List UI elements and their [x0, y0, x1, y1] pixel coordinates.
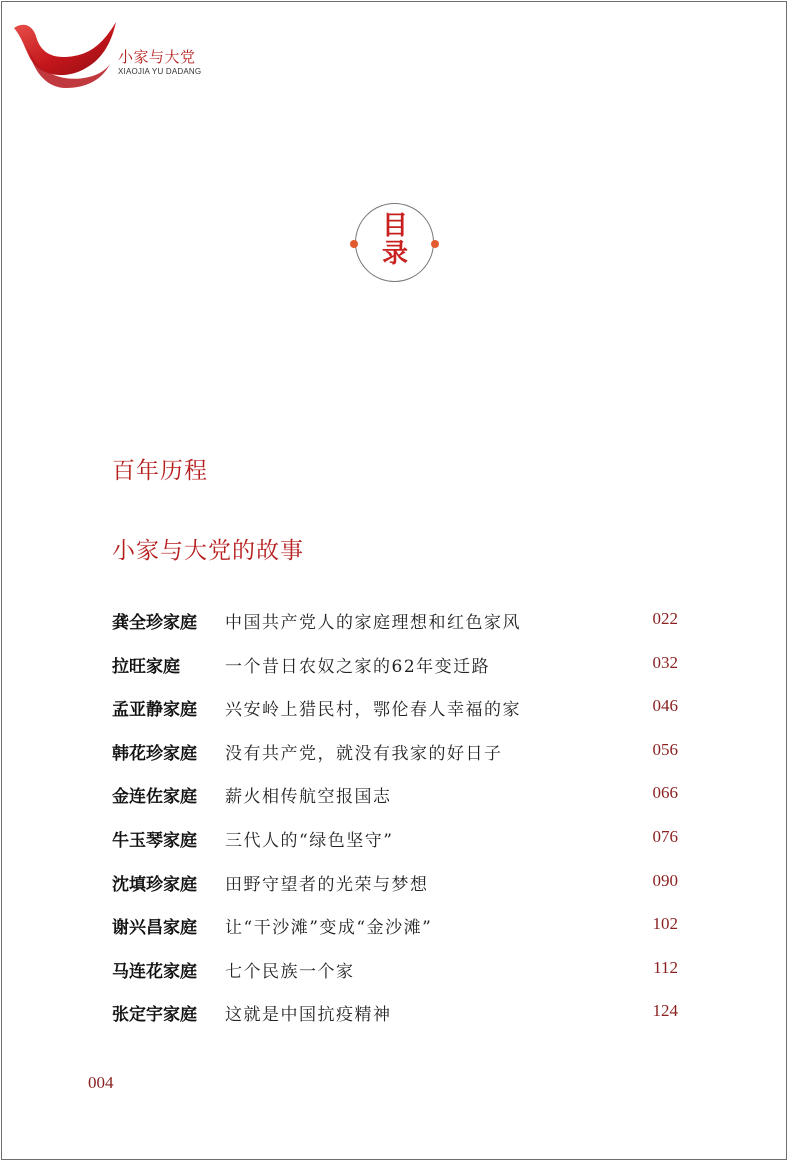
- contents-badge: [347, 200, 443, 286]
- toc-family: 韩花珍家庭: [112, 743, 197, 764]
- logo-title: 小家与大党: [118, 48, 196, 66]
- toc-family: 孟亚静家庭: [112, 700, 197, 721]
- toc-row[interactable]: [112, 608, 678, 652]
- logo-subtitle: XIAOJIA YU DADANG: [118, 67, 202, 76]
- toc-page: 090: [652, 870, 678, 890]
- red-ribbon-logo-icon: [12, 18, 124, 90]
- toc-family: 张定宇家庭: [112, 1005, 197, 1026]
- toc-page: 046: [652, 696, 678, 716]
- toc-title: 没有共产党，就没有我家的好日子: [225, 743, 503, 764]
- toc-page: 032: [652, 652, 678, 672]
- toc-page: 124: [652, 1001, 678, 1021]
- toc-row[interactable]: [112, 913, 678, 957]
- toc-title: 七个民族一个家: [225, 961, 355, 982]
- toc-row[interactable]: [112, 652, 678, 696]
- toc-row[interactable]: [112, 870, 678, 914]
- toc-row[interactable]: [112, 739, 678, 783]
- toc-page: 056: [652, 739, 678, 759]
- toc-page: 066: [652, 783, 678, 803]
- toc-page: 076: [652, 826, 678, 846]
- toc-page: 022: [652, 609, 678, 628]
- toc-title: 薪火相传航空报国志: [225, 787, 392, 808]
- toc-title: 三代人的“绿色坚守”: [225, 830, 394, 851]
- toc-family: 马连花家庭: [112, 961, 197, 982]
- toc-row[interactable]: [112, 1000, 678, 1044]
- toc-row[interactable]: [112, 782, 678, 826]
- toc-family: 牛玉琴家庭: [112, 830, 197, 851]
- toc-family: 谢兴昌家庭: [112, 918, 197, 939]
- toc-title: 田野守望者的光荣与梦想: [225, 874, 429, 895]
- toc-title: 兴安岭上猎民村，鄂伦春人幸福的家: [225, 700, 521, 721]
- toc-family: 金连佐家庭: [112, 787, 197, 808]
- badge-char-1: 目: [381, 211, 408, 241]
- section-heading-1[interactable]: 百年历程: [112, 458, 208, 484]
- toc-page: 102: [652, 914, 678, 934]
- toc-row[interactable]: [112, 695, 678, 739]
- badge-char-2: 录: [381, 239, 408, 269]
- toc-row[interactable]: [112, 957, 678, 1001]
- toc-title: 一个昔日农奴之家的62年变迁路: [225, 656, 491, 677]
- toc-family: 龚全珍家庭: [112, 613, 197, 633]
- toc-family: 沈填珍家庭: [112, 874, 197, 895]
- toc-title: 让“干沙滩”变成“金沙滩”: [225, 918, 433, 939]
- toc-title: 中国共产党人的家庭理想和红色家风: [225, 613, 521, 633]
- toc-page: 112: [653, 957, 678, 977]
- table-of-contents: [112, 608, 678, 1044]
- toc-family: 拉旺家庭: [112, 656, 180, 677]
- section-heading-2[interactable]: 小家与大党的故事: [112, 538, 304, 564]
- toc-row[interactable]: [112, 826, 678, 870]
- page-folio: 004: [88, 1073, 114, 1092]
- toc-title: 这就是中国抗疫精神: [225, 1005, 392, 1026]
